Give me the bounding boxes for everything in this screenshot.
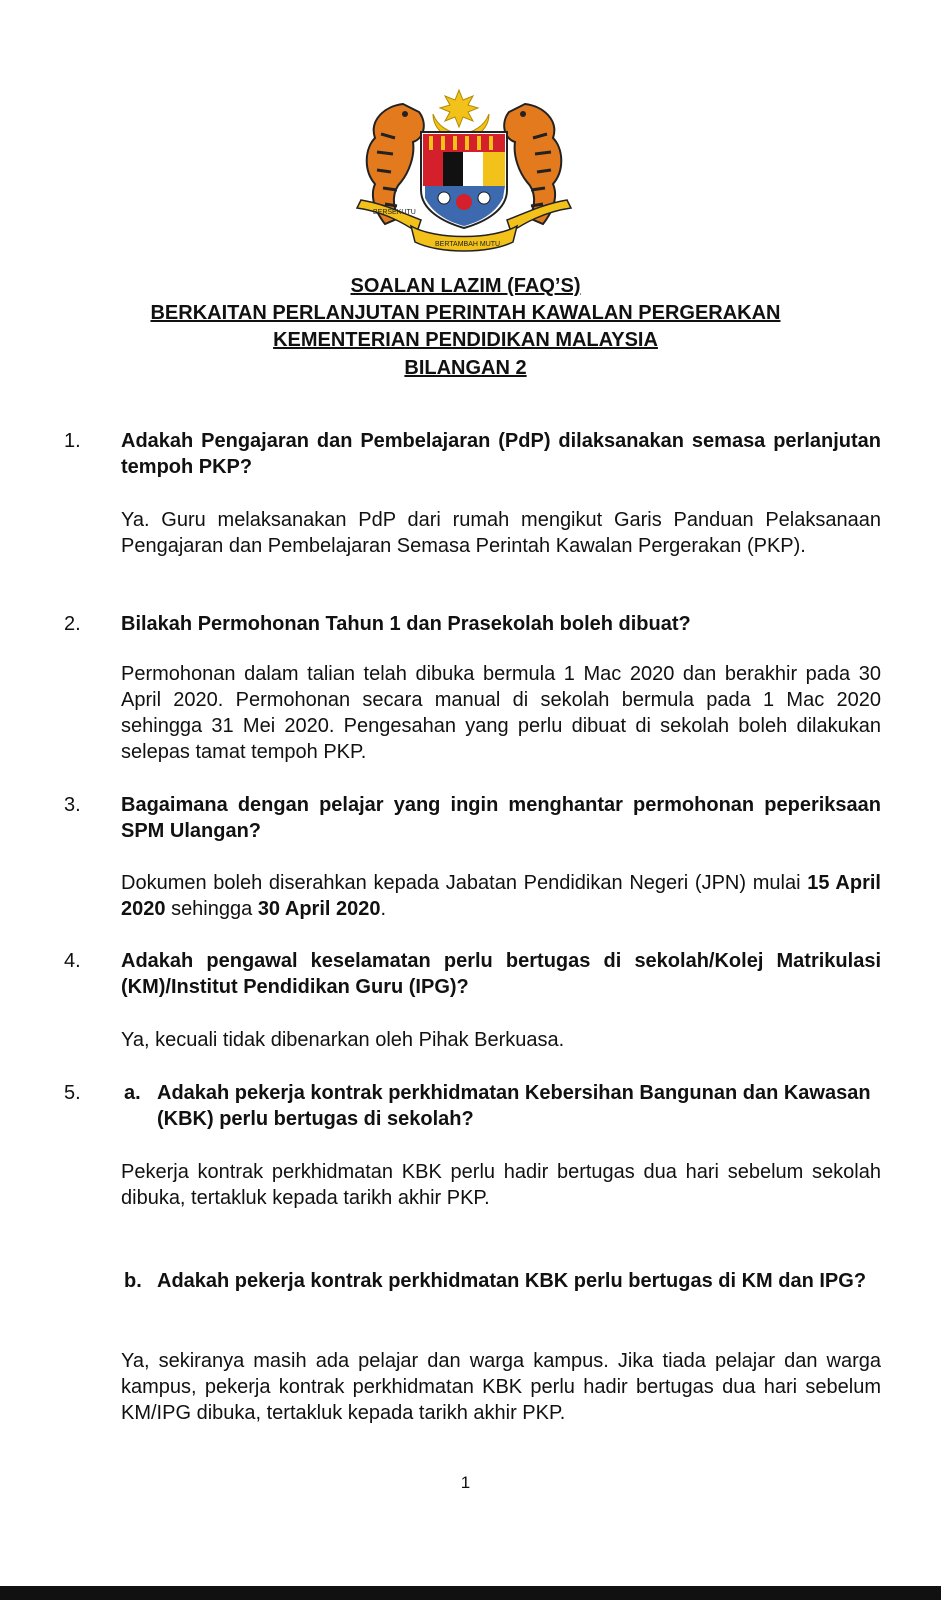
svg-text:BERTAMBAH MUTU: BERTAMBAH MUTU xyxy=(435,241,501,248)
sub-question-letter: b. xyxy=(124,1270,142,1292)
page-number: 1 xyxy=(460,1473,471,1492)
shield-icon xyxy=(421,132,507,228)
coat-of-arms-icon xyxy=(355,86,573,256)
answer-mid: sehingga xyxy=(171,898,253,920)
answer-date-start: 15 April 2020 xyxy=(121,872,881,920)
issue-number: BILANGAN 2 xyxy=(404,357,527,379)
svg-text:BERSEKUTU: BERSEKUTU xyxy=(373,209,416,216)
question-number: 3. xyxy=(64,794,81,816)
answer-text: Ya. Guru melaksanakan PdP dari rumah mengikut Garis Panduan Pelaksanaan Pengajaran dan Pembelajaran Semasa Perintah Kawalan Pergerakan (PKP). xyxy=(121,509,881,557)
answer-text: Permohonan dalam talian telah dibuka bermula 1 Mac 2020 dan berakhir pada 30 April 2020. Permohonan secara manual di sekolah bermula pada 1 Mac 2020 sehingga 31 Mei 2020. Pengesahan yang perlu dibuat di sekolah boleh dilakukan selepas tamat tempoh PKP. xyxy=(121,663,881,763)
question-number: 4. xyxy=(64,950,81,972)
question-text: Adakah Pengajaran dan Pembelajaran (PdP) dilaksanakan semasa perlanjutan tempoh PKP? xyxy=(121,430,881,478)
answer-text xyxy=(121,870,881,922)
question-text: Bilakah Permohonan Tahun 1 dan Prasekolah boleh dibuat? xyxy=(121,613,691,635)
bottom-edge-bar xyxy=(0,1586,941,1600)
question-number: 5. xyxy=(64,1082,81,1104)
question-text: Adakah pengawal keselamatan perlu bertugas di sekolah/Kolej Matrikulasi (KM)/Institut Pendidikan Guru (IPG)? xyxy=(121,950,881,998)
answer-prefix: Dokumen boleh diserahkan kepada Jabatan Pendidikan Negeri (JPN) mulai xyxy=(121,872,801,894)
answer-text: Ya, kecuali tidak dibenarkan oleh Pihak Berkuasa. xyxy=(121,1029,565,1051)
sub-question-letter: a. xyxy=(124,1082,141,1104)
answer-date-end: 30 April 2020 xyxy=(257,898,381,920)
question-text: Bagaimana dengan pelajar yang ingin menghantar permohonan peperiksaan SPM Ulangan? xyxy=(121,794,881,842)
answer-text: Ya, sekiranya masih ada pelajar dan warga kampus. Jika tiada pelajar dan warga kampus, pekerja kontrak perkhidmatan KBK perlu hadir bertugas dua hari sebelum KM/IPG dibuka, tertakluk kepada tarikh akhir PKP. xyxy=(121,1350,881,1424)
sub-question-text: Adakah pekerja kontrak perkhidmatan Kebersihan Bangunan dan Kawasan (KBK) perlu bertugas di sekolah? xyxy=(157,1082,871,1130)
question-number: 1. xyxy=(64,430,81,452)
doc-title: SOALAN LAZIM (FAQ’S) xyxy=(350,275,581,297)
question-number: 2. xyxy=(64,613,81,635)
ministry-name: KEMENTERIAN PENDIDIKAN MALAYSIA xyxy=(273,329,658,351)
answer-suffix: . xyxy=(380,898,387,920)
doc-subtitle: BERKAITAN PERLANJUTAN PERINTAH KAWALAN PERGERAKAN xyxy=(150,302,781,324)
star-icon xyxy=(440,90,478,127)
sub-question-text: Adakah pekerja kontrak perkhidmatan KBK perlu bertugas di KM dan IPG? xyxy=(157,1270,867,1292)
answer-text: Pekerja kontrak perkhidmatan KBK perlu hadir bertugas dua hari sebelum sekolah dibuka, tertakluk kepada tarikh akhir PKP. xyxy=(121,1161,881,1209)
